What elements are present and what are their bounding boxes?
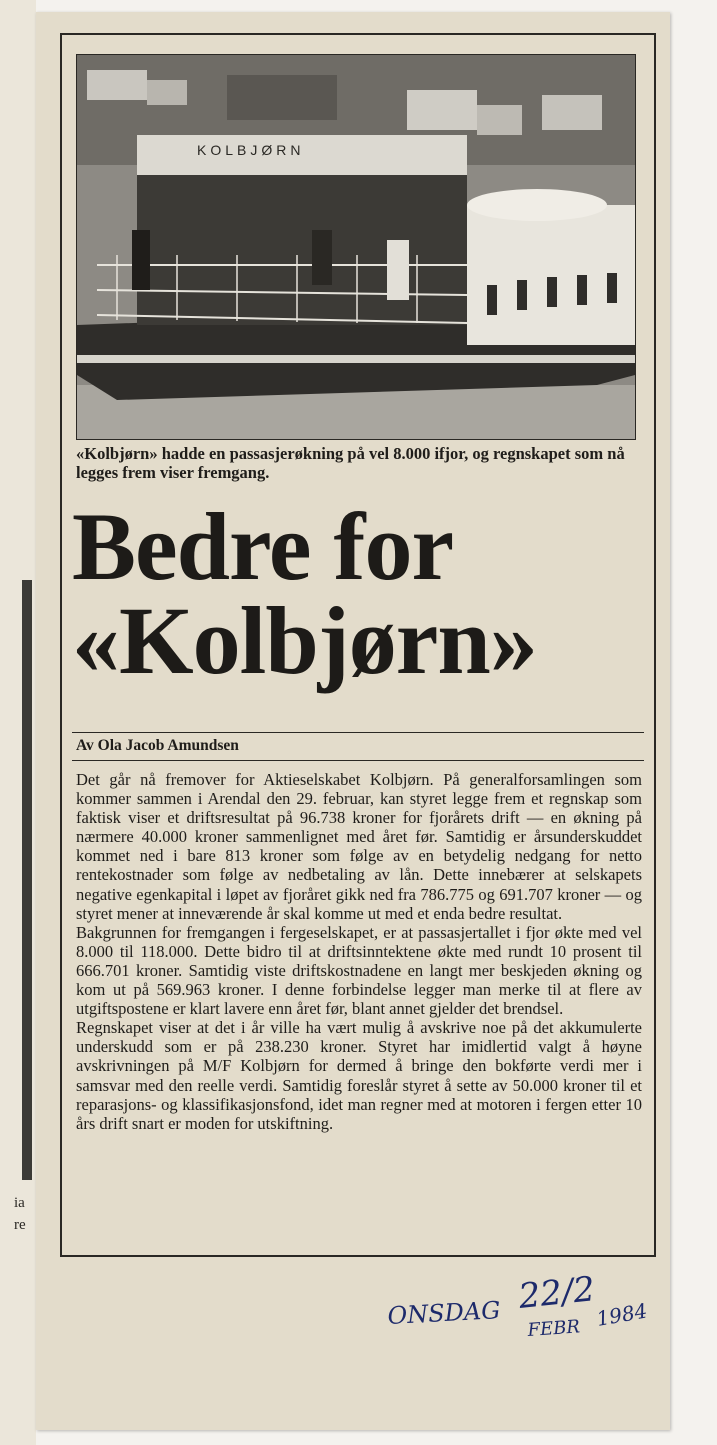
adjacent-text-fragment: ia — [14, 1195, 25, 1211]
adjacent-clipping — [0, 0, 36, 1445]
paragraph-1: Det går nå fremover for Aktieselskabet Kolbjørn. På generalforsamlingen som kommer sammen i Arendal den 29. februar, kan styret legge frem et regnskap som faktisk viser et driftsresultat på 96.738 kroner for fjorårets drift — en økning på nærmere 40.000 kroner sammenlignet med året før. Samtidig er årsunderskuddet kommet ned i bare 813 kroner som følge av en betydelig nedgang for netto rentekostnader som følge av nedbetaling av lån. Dette innebærer at selskapets negative egenkapital i løpet av fjoråret gikk ned fra 786.775 og 691.707 kroner — og styret mener at inneværende år skal komme ut med et enda bedre resultat. — [76, 770, 642, 923]
boat-name-sign: KOLBJØRN — [197, 142, 305, 158]
handwritten-day: ONSDAG — [386, 1296, 502, 1330]
handwritten-month: FEBR — [526, 1316, 581, 1341]
ferry-photo — [76, 54, 636, 440]
adjacent-photo-edge — [22, 580, 32, 1180]
handwritten-date-note — [380, 1258, 670, 1368]
byline: Av Ola Jacob Amundsen — [76, 737, 239, 754]
paragraph-2: Bakgrunnen for fremgangen i fergeselskapet, er at passasjertallet i fjor økte med vel 8.000 til 118.000. Dette bidro til at driftsinntektene økte med rundt 10 prosent til 666.701 kroner. Samtidig viste driftskostnadene en langt mer beskjeden økning og kom ut på 569.963 kroner. I denne forbindelse legger man merke til at flere av utgiftspostene er klart lavere enn året før, blant annet gjelder det brendsel. — [76, 922, 642, 1019]
photo-caption: «Kolbjørn» hadde en passasjerøkning på vel 8.000 ifjor, og regnskapet som nå legges frem viser fremgang. — [76, 444, 625, 482]
handwritten-year: 1984 — [594, 1298, 650, 1331]
article-body — [76, 770, 642, 1133]
headline — [72, 493, 642, 694]
paragraph-3: Regnskapet viser at det i år ville ha vært mulig å avskrive noe på det akkumulerte underskudd som er på 238.230 kroner. Styret har imidlertid valgt å høyne avskrivningen på M/F Kolbjørn for dermed å bringe den bokførte verdi mer i samsvar med den reelle verdi. Samtidig foreslår styret å sette av 50.000 kroner til et reparasjons- og klassifikasjonsfond, idet man regner med at motoren i fergen etter 10 års drift snart er moden for utskiftning. — [76, 1018, 642, 1133]
headline-line-2: «Kolbjørn» — [72, 587, 537, 694]
divider — [72, 760, 644, 761]
divider — [72, 732, 644, 733]
headline-line-1: Bedre for — [72, 493, 454, 600]
handwritten-date: 22/2 — [516, 1269, 597, 1317]
adjacent-text-fragment: re — [14, 1217, 26, 1233]
